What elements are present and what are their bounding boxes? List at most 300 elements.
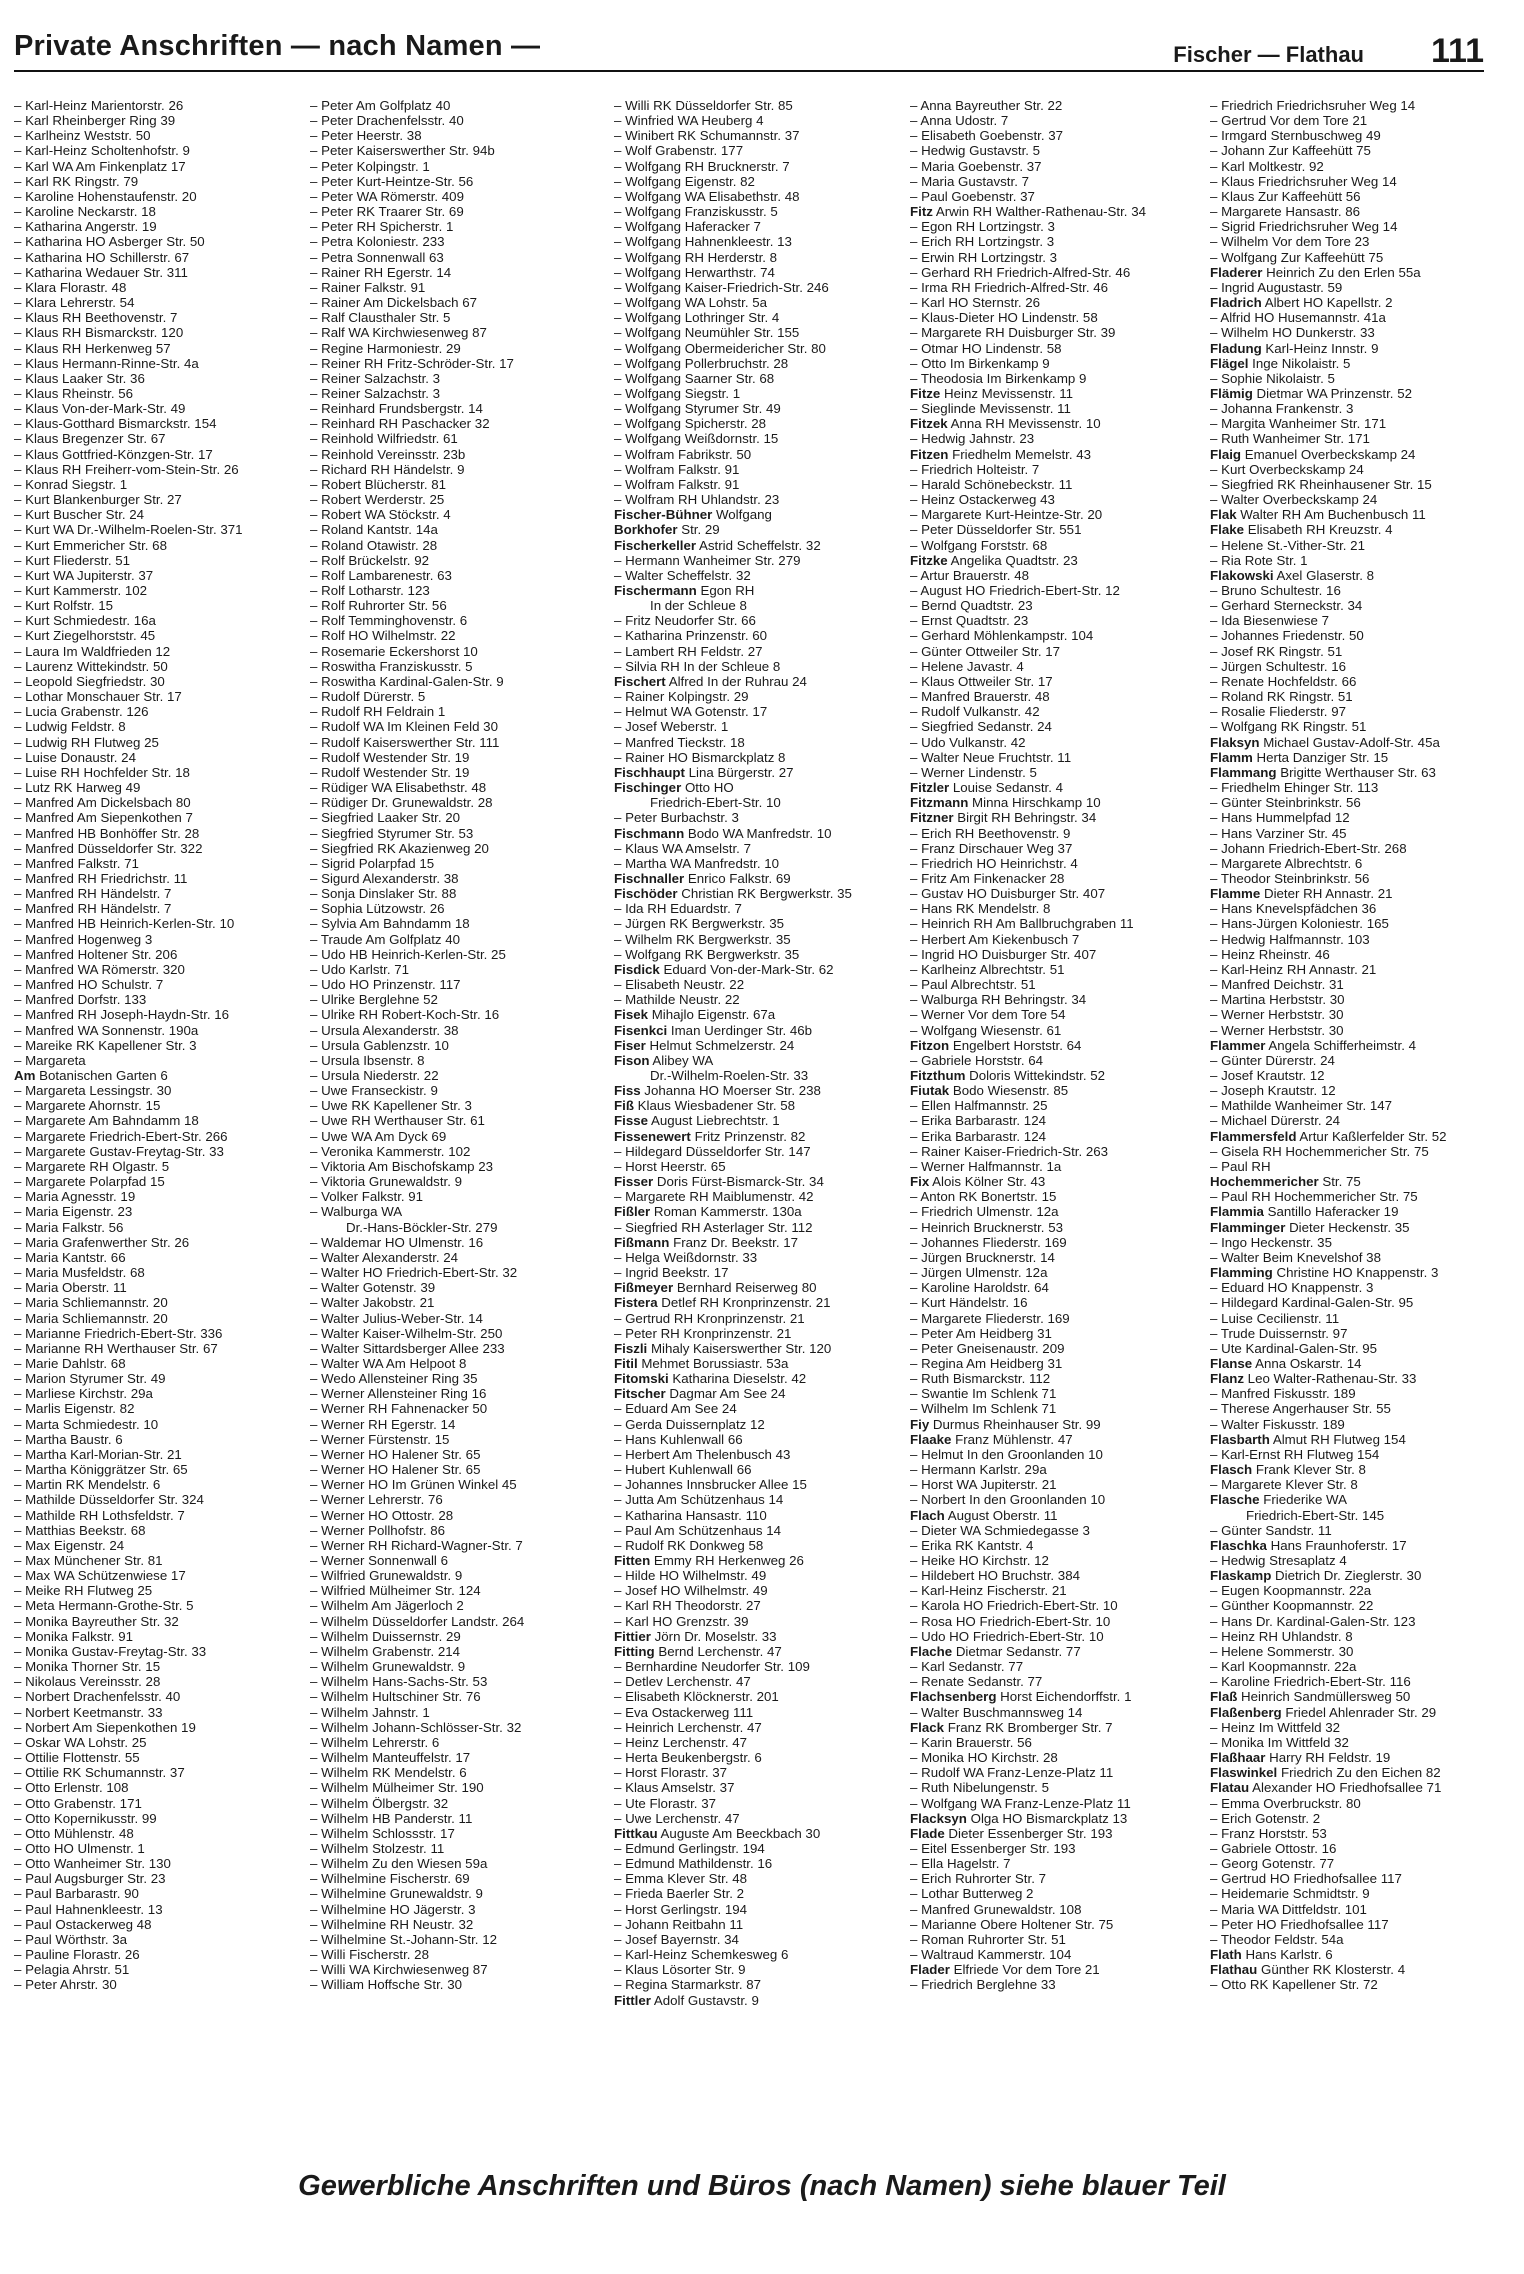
directory-entry: – Rolf Ruhrorter Str. 56 (310, 598, 447, 614)
directory-entry: – Margarete Gustav-Freytag-Str. 33 (14, 1143, 224, 1159)
directory-entry: – Uwe RH Werthauser Str. 61 (310, 1113, 485, 1129)
directory-entry: – Eduard HO Knappenstr. 3 (1210, 1280, 1374, 1296)
directory-entry: – Kurt Blankenburger Str. 27 (14, 492, 182, 508)
directory-entry: – Werner Herbststr. 30 (1210, 1007, 1344, 1023)
directory-entry: – Leopold Siegfriedstr. 30 (14, 673, 165, 689)
directory-entry: – Petra Koloniestr. 233 (310, 234, 445, 250)
directory-entry: – Hedwig Halfmannstr. 103 (1210, 931, 1370, 947)
directory-entry: – Maria Eigenstr. 23 (14, 1204, 133, 1220)
directory-entry: – Sophia Lützowstr. 26 (310, 901, 445, 917)
directory-entry: – Peter RK Traarer Str. 69 (310, 204, 464, 220)
directory-entry: – Kurt WA Jupiterstr. 37 (14, 567, 154, 583)
directory-entry: – Frieda Baerler Str. 2 (614, 1886, 745, 1902)
directory-entry: – Hermann Karlstr. 29a (910, 1462, 1047, 1478)
directory-entry: Fittier Jörn Dr. Moselstr. 33 (614, 1628, 777, 1644)
directory-entry: – Sophie Nikolaistr. 5 (1210, 370, 1335, 386)
directory-entry: – Meta Hermann-Grothe-Str. 5 (14, 1598, 194, 1614)
directory-entry: – Werner Herbststr. 30 (1210, 1022, 1344, 1038)
directory-entry: – Winfried WA Heuberg 4 (614, 113, 764, 129)
directory-entry: – Eugen Koopmannstr. 22a (1210, 1583, 1372, 1599)
directory-entry: – Otto HO Ulmenstr. 1 (14, 1840, 145, 1856)
directory-entry: – Monika Thorner Str. 15 (14, 1659, 161, 1675)
directory-entry: – Mathilde Neustr. 22 (614, 992, 740, 1008)
directory-entry: – Marta Schmiedestr. 10 (14, 1416, 159, 1432)
directory-entry: – Klara Lehrerstr. 54 (14, 295, 135, 311)
directory-entry: – Kurt WA Dr.-Wilhelm-Roelen-Str. 371 (14, 522, 243, 538)
directory-entry: – Walburga WA (310, 1204, 403, 1220)
directory-entry: – Ursula Ibsenstr. 8 (310, 1052, 425, 1068)
directory-entry: – Karl RH Theodorstr. 27 (614, 1598, 761, 1614)
directory-entry: – Max WA Schützenwiese 17 (14, 1568, 186, 1584)
directory-entry: – Wilhelm Hans-Sachs-Str. 53 (310, 1674, 488, 1690)
directory-entry: – Otto RK Kapellener Str. 72 (1210, 1977, 1378, 1993)
directory-entry: – Marianne RH Werthauser Str. 67 (14, 1340, 218, 1356)
directory-entry: – Erika Barbarastr. 124 (910, 1128, 1046, 1144)
directory-entry: – Elisabeth Neustr. 22 (614, 977, 745, 993)
directory-entry: Flaßenberg Friedel Ahlenrader Str. 29 (1210, 1704, 1437, 1720)
directory-entry: – Walter Sittardsberger Allee 233 (310, 1340, 505, 1356)
directory-entry: – Hans Dr. Kardinal-Galen-Str. 123 (1210, 1613, 1416, 1629)
directory-entry: – Manfred Am Siepenkothen 7 (14, 810, 193, 826)
directory-entry: – Ida RH Eduardstr. 7 (614, 901, 742, 917)
directory-entry: – Winibert RK Schumannstr. 37 (614, 128, 800, 144)
directory-entry: – Wilhelm Düsseldorfer Landstr. 264 (310, 1613, 525, 1629)
directory-entry: – Rosalie Fliederstr. 97 (1210, 704, 1346, 720)
directory-entry: – Ulrike Berglehne 52 (310, 992, 438, 1008)
directory-entry: – Rolf Temminghovenstr. 6 (310, 613, 468, 629)
directory-entry: – Wilhelm Im Schlenk 71 (910, 1401, 1057, 1417)
directory-entry: – Lothar Monschauer Str. 17 (14, 689, 182, 705)
directory-entry: – Otto Kopernikusstr. 99 (14, 1810, 157, 1826)
directory-entry: – Ralf WA Kirchwiesenweg 87 (310, 325, 487, 341)
directory-entry: – Hilde HO Wilhelmstr. 49 (614, 1568, 767, 1584)
directory-entry: – Robert Werderstr. 25 (310, 492, 445, 508)
directory-entry: – Maria Schliemannstr. 20 (14, 1295, 168, 1311)
directory-entry: – Walburga RH Behringstr. 34 (910, 992, 1087, 1008)
directory-entry: – Kurt Rolfstr. 15 (14, 598, 114, 614)
directory-entry: – Peter Düsseldorfer Str. 551 (910, 522, 1082, 538)
directory-entry: Flanse Anna Oskarstr. 14 (1210, 1355, 1362, 1371)
directory-entry: – Klaus RH Bismarckstr. 120 (14, 325, 184, 341)
directory-entry: – Wilhelm Grabenstr. 214 (310, 1643, 461, 1659)
directory-entry: – Karlheinz Albrechtstr. 51 (910, 961, 1065, 977)
directory-entry: – Josef Bayernstr. 34 (614, 1931, 739, 1947)
directory-entry: – Erwin RH Lortzingstr. 3 (910, 249, 1058, 265)
directory-entry: Fistera Detlef RH Kronprinzenstr. 21 (614, 1295, 831, 1311)
directory-entry: – Werner RH Fahnenacker 50 (310, 1401, 488, 1417)
directory-entry: Fisdick Eduard Von-der-Mark-Str. 62 (614, 961, 834, 977)
directory-entry: – Ursula Niederstr. 22 (310, 1068, 439, 1083)
directory-entry: – Rainer RH Egerstr. 14 (310, 264, 452, 280)
directory-entry: Fix Alois Kölner Str. 43 (910, 1174, 1046, 1190)
directory-entry: Flachsenberg Horst Eichendorffstr. 1 (910, 1689, 1132, 1705)
directory-entry: – Monika HO Kirchstr. 28 (910, 1750, 1058, 1766)
directory-entry: – Gerhard Sterneckstr. 34 (1210, 598, 1363, 614)
directory-entry: – Renate Sedanstr. 77 (910, 1674, 1043, 1690)
directory-entry: – Paul Ostackerweg 48 (14, 1916, 152, 1932)
directory-entry: Flammersfeld Artur Kaßlerfelder Str. 52 (1210, 1128, 1447, 1144)
directory-entry: – Wilfried Mülheimer Str. 124 (310, 1583, 481, 1599)
directory-column (1210, 98, 1496, 1993)
directory-entry: – Werner Lehrerstr. 76 (310, 1492, 443, 1508)
directory-entry: – Werner RH Richard-Wagner-Str. 7 (310, 1537, 523, 1553)
directory-entry: – Friedrich Berglehne 33 (910, 1977, 1056, 1993)
directory-entry: Fitzek Anna RH Mevissenstr. 10 (910, 416, 1101, 432)
directory-entry: – Klaus RH Freiherr-vom-Stein-Str. 26 (14, 461, 239, 477)
directory-entry: Fisser Doris Fürst-Bismarck-Str. 34 (614, 1174, 824, 1190)
directory-entry: – Peter Kolpingstr. 1 (310, 158, 430, 174)
directory-entry: – Wolfgang Obermeidericher Str. 80 (614, 340, 826, 356)
directory-entry: – Heinz Lerchenstr. 47 (614, 1734, 748, 1750)
directory-entry: – Swantie Im Schlenk 71 (910, 1386, 1057, 1402)
directory-entry: – Erich Ruhrorter Str. 7 (910, 1871, 1046, 1887)
directory-entry: – Theodor Feldstr. 54a (1210, 1931, 1344, 1947)
directory-entry: Fischinger Otto HO (614, 780, 734, 796)
directory-entry: – Martina Herbststr. 30 (1210, 992, 1345, 1008)
directory-entry: – Katharina HO Schillerstr. 67 (14, 249, 190, 265)
directory-entry: Flammang Brigitte Werthauser Str. 63 (1210, 764, 1436, 780)
directory-entry: – Manfred Holtener Str. 206 (14, 946, 178, 962)
directory-entry: – Paul RH Hochemmericher Str. 75 (1210, 1189, 1418, 1205)
directory-entry: – Werner Halfmannstr. 1a (910, 1158, 1062, 1174)
directory-entry: – Wilhelm Hultschiner Str. 76 (310, 1689, 481, 1705)
directory-entry: – Egon RH Lortzingstr. 3 (910, 219, 1055, 235)
directory-entry: – Rolf Brückelstr. 92 (310, 552, 429, 568)
directory-entry: – Günter Dürerstr. 24 (1210, 1052, 1335, 1068)
directory-entry: – Karl Moltkestr. 92 (1210, 158, 1324, 174)
directory-entry: Fitil Mehmet Borussiastr. 53a (614, 1355, 789, 1371)
directory-entry: – Katharina HO Asberger Str. 50 (14, 234, 205, 250)
directory-entry: – Heidemarie Schmidtstr. 9 (1210, 1886, 1370, 1902)
directory-entry: – Rudolf Kaiserswerther Str. 111 (310, 734, 500, 750)
directory-entry: – Horst WA Jupiterstr. 21 (910, 1477, 1057, 1493)
directory-entry: – Roland RK Ringstr. 51 (1210, 689, 1353, 705)
directory-entry: – Norbert Drachenfelsstr. 40 (14, 1689, 181, 1705)
directory-entry: – Uwe WA Am Dyck 69 (310, 1128, 447, 1144)
directory-entry: – Herbert Am Thelenbusch 43 (614, 1446, 791, 1462)
directory-entry: – Ludwig RH Flutweg 25 (14, 734, 159, 750)
directory-entry: – Sigrid Polarpfad 15 (310, 855, 435, 871)
directory-entry: Fiszli Mihaly Kaiserswerther Str. 120 (614, 1340, 832, 1356)
directory-entry: – Maria Grafenwerther Str. 26 (14, 1234, 190, 1250)
directory-entry: – Bruno Schultestr. 16 (1210, 583, 1341, 598)
directory-entry: – Karl HO Sternstr. 26 (910, 295, 1041, 311)
directory-column (310, 98, 596, 1993)
directory-entry: – Manfred Hogenweg 3 (14, 931, 153, 947)
directory-entry: – Roland Kantstr. 14a (310, 522, 438, 538)
directory-entry: – Pauline Florastr. 26 (14, 1947, 140, 1963)
directory-entry: – Ria Rote Str. 1 (1210, 552, 1308, 568)
directory-entry: – Wolfgang WA Franz-Lenze-Platz 11 (910, 1795, 1131, 1811)
directory-entry: – Wilhelm Ölbergstr. 32 (310, 1795, 449, 1811)
directory-entry: – Eduard Am See 24 (614, 1401, 737, 1417)
directory-entry: Flaschka Hans Fraunhoferstr. 17 (1210, 1537, 1407, 1553)
directory-entry: – Johanna Frankenstr. 3 (1210, 401, 1354, 417)
directory-entry: – Gabriele Ottostr. 16 (1210, 1840, 1337, 1856)
directory-entry: – Ingo Heckenstr. 35 (1210, 1234, 1332, 1250)
directory-entry: – Siegfried Sedanstr. 24 (910, 719, 1052, 735)
directory-entry: Fitzen Friedhelm Memelstr. 43 (910, 446, 1092, 462)
directory-entry: – Helmut In den Groonlanden 10 (910, 1446, 1103, 1462)
directory-entry: – Wilhelm Manteuffelstr. 17 (310, 1750, 471, 1766)
directory-entry: Fischermann Egon RH (614, 583, 755, 598)
directory-entry: – Otmar HO Lindenstr. 58 (910, 340, 1062, 356)
directory-entry: – Irma RH Friedrich-Alfred-Str. 46 (910, 279, 1109, 295)
directory-entry: – Rosa HO Friedrich-Ebert-Str. 10 (910, 1613, 1111, 1629)
directory-entry: – Willi Fischerstr. 28 (310, 1947, 429, 1963)
directory-entry: – Volker Falkstr. 91 (310, 1189, 424, 1205)
directory-entry: – Hans Hummelpfad 12 (1210, 810, 1350, 826)
directory-entry: – Manfred RH Händelstr. 7 (14, 886, 172, 902)
directory-entry: – Peter WA Römerstr. 409 (310, 188, 464, 204)
directory-entry: – Kurt Emmericher Str. 68 (14, 537, 167, 553)
directory-entry: Fisek Mihajlo Eigenstr. 67a (614, 1007, 776, 1023)
directory-entry: – Traude Am Golfplatz 40 (310, 931, 461, 947)
directory-entry: – Wolfram Fabrikstr. 50 (614, 446, 752, 462)
directory-entry: – Wolfgang Saarner Str. 68 (614, 370, 775, 386)
directory-entry: – Marianne Friedrich-Ebert-Str. 336 (14, 1325, 223, 1341)
directory-entry: – Udo HB Heinrich-Kerlen-Str. 25 (310, 946, 506, 962)
directory-entry: – Wilhelm Jahnstr. 1 (310, 1704, 430, 1720)
directory-entry: – Rainer HO Bismarckplatz 8 (614, 749, 786, 765)
directory-entry: – Josef Weberstr. 1 (614, 719, 729, 735)
directory-entry: – Maria Schliemannstr. 20 (14, 1310, 168, 1326)
directory-entry: – Joseph Krautstr. 12 (1210, 1083, 1336, 1099)
directory-entry: – Katharina Prinzenstr. 60 (614, 628, 768, 644)
directory-entry: – Hermann Wanheimer Str. 279 (614, 552, 801, 568)
directory-entry: – Heinz Rheinstr. 46 (1210, 946, 1330, 962)
directory-entry: – Reinhard RH Paschacker 32 (310, 416, 490, 432)
directory-entry: – Emma Klever Str. 48 (614, 1871, 748, 1887)
directory-entry: – Margarete Albrechtstr. 6 (1210, 855, 1363, 871)
directory-entry: Fitzthum Doloris Wittekindstr. 52 (910, 1068, 1106, 1083)
directory-entry: – Gertrud RH Kronprinzenstr. 21 (614, 1310, 805, 1326)
directory-entry: – Rolf HO Wilhelmstr. 22 (310, 628, 456, 644)
directory-entry: Fitz Arwin RH Walther-Rathenau-Str. 34 (910, 204, 1146, 220)
directory-entry: – Ottilie RK Schumannstr. 37 (14, 1765, 185, 1781)
directory-entry: – Elisabeth Goebenstr. 37 (910, 128, 1064, 144)
directory-entry: – Wolfram Falkstr. 91 (614, 461, 740, 477)
directory-entry: Dr.-Hans-Böckler-Str. 279 (346, 1219, 498, 1235)
directory-entry: – Manfred Falkstr. 71 (14, 855, 139, 871)
directory-entry: Flache Dietmar Sedanstr. 77 (910, 1643, 1081, 1659)
directory-entry: – Friedrich Holteistr. 7 (910, 461, 1040, 477)
directory-entry: – Klaus WA Amselstr. 7 (614, 840, 751, 856)
directory-entry: – Rolf Lambarenestr. 63 (310, 567, 452, 583)
directory-entry: – Wilhelm Stolzestr. 11 (310, 1840, 445, 1856)
directory-entry: – Josef RK Ringstr. 51 (1210, 643, 1343, 659)
directory-entry: – Werner Pollhofstr. 86 (310, 1522, 446, 1538)
directory-entry: – Lothar Butterweg 2 (910, 1886, 1034, 1902)
directory-entry: – Luise RH Hochfelder Str. 18 (14, 764, 190, 780)
directory-entry: – Klaus RH Beethovenstr. 7 (14, 310, 178, 326)
directory-entry: – Klaus-Dieter HO Lindenstr. 58 (910, 310, 1098, 326)
directory-entry: – Helga Weißdornstr. 33 (614, 1249, 758, 1265)
directory-entry: – Erich RH Lortzingstr. 3 (910, 234, 1055, 250)
directory-entry: Fiutak Bodo Wiesenstr. 85 (910, 1083, 1069, 1099)
directory-entry: – Waldemar HO Ulmenstr. 16 (310, 1234, 484, 1250)
directory-entry: – Maria Goebenstr. 37 (910, 158, 1042, 174)
directory-entry: – Marliese Kirchstr. 29a (14, 1386, 153, 1402)
directory-entry: – Erich RH Beethovenstr. 9 (910, 825, 1071, 841)
directory-entry: – Josef HO Wilhelmstr. 49 (614, 1583, 768, 1599)
directory-entry: – Matthias Beekstr. 68 (14, 1522, 146, 1538)
directory-entry: – Gerhard Möhlenkampstr. 104 (910, 628, 1094, 644)
directory-entry: – Manfred WA Römerstr. 320 (14, 961, 185, 977)
directory-entry: – Kurt Ziegelhorststr. 45 (14, 628, 156, 644)
directory-entry: – Wolfram Falkstr. 91 (614, 476, 740, 492)
directory-entry: – Petra Sonnenwall 63 (310, 249, 444, 265)
directory-entry: Fischer-Bühner Wolfgang (614, 507, 772, 523)
directory-entry: – Maria Kantstr. 66 (14, 1249, 126, 1265)
directory-entry: – Ruth Bismarckstr. 112 (910, 1371, 1051, 1387)
directory-entry: – Manfred HB Bonhöffer Str. 28 (14, 825, 200, 841)
directory-entry: – Rüdiger WA Elisabethstr. 48 (310, 780, 487, 796)
directory-entry: – Detlev Lerchenstr. 47 (614, 1674, 751, 1690)
directory-entry: Flack Franz RK Bromberger Str. 7 (910, 1719, 1113, 1735)
directory-entry: – Edmund Gerlingstr. 194 (614, 1840, 765, 1856)
directory-entry: – Otto Grabenstr. 171 (14, 1795, 142, 1811)
directory-entry: – Manfred HO Schulstr. 7 (14, 977, 164, 993)
directory-entry: – Artur Brauerstr. 48 (910, 567, 1029, 583)
directory-entry: – Marianne Obere Holtener Str. 75 (910, 1916, 1114, 1932)
directory-entry: – Sylvia Am Bahndamm 18 (310, 916, 470, 932)
directory-entry: – Friedrich Friedrichsruher Weg 14 (1210, 98, 1416, 113)
directory-entry: – Kurt Kammerstr. 102 (14, 583, 148, 598)
directory-entry: – Lutz RK Harweg 49 (14, 780, 141, 796)
directory-entry: Fißler Roman Kammerstr. 130a (614, 1204, 802, 1220)
directory-entry: – Gerda Duissernplatz 12 (614, 1416, 765, 1432)
directory-entry: – Walter Julius-Weber-Str. 14 (310, 1310, 483, 1326)
directory-entry: – Konrad Siegstr. 1 (14, 476, 128, 492)
directory-entry: Fissenewert Fritz Prinzenstr. 82 (614, 1128, 806, 1144)
directory-entry: – Wilfried Grunewaldstr. 9 (310, 1568, 463, 1584)
directory-entry: – Paul Wörthstr. 3a (14, 1931, 128, 1947)
directory-entry: – Manfred Am Dickelsbach 80 (14, 795, 191, 811)
directory-entry: Flade Dieter Essenberger Str. 193 (910, 1825, 1113, 1841)
directory-entry: – Monika Gustav-Freytag-Str. 33 (14, 1643, 207, 1659)
directory-entry: – Reinhard Frundsbergstr. 14 (310, 401, 483, 417)
directory-entry: – Fritz Neudorfer Str. 66 (614, 613, 756, 629)
directory-entry: – Walter Overbeckskamp 24 (1210, 492, 1378, 508)
directory-entry: – Otto Wanheimer Str. 130 (14, 1856, 171, 1872)
directory-entry: – Mathilde Düsseldorfer Str. 324 (14, 1492, 204, 1508)
directory-entry: Flamminger Dieter Heckenstr. 35 (1210, 1219, 1410, 1235)
directory-entry: – Ingrid Beekstr. 17 (614, 1265, 729, 1281)
directory-entry: – Günter Steinbrinkstr. 56 (1210, 795, 1361, 811)
directory-entry: Fison Alibey WA (614, 1052, 714, 1068)
directory-entry: – Walter Fiskusstr. 189 (1210, 1416, 1345, 1432)
directory-entry: – Theodor Steinbrinkstr. 56 (1210, 870, 1370, 886)
directory-entry: – Udo Karlstr. 71 (310, 961, 410, 977)
directory-entry: – Karoline Neckarstr. 18 (14, 204, 156, 220)
directory-entry: – Nikolaus Vereinsstr. 28 (14, 1674, 161, 1690)
directory-entry: – Georg Gotenstr. 77 (1210, 1856, 1335, 1872)
directory-entry: – Kurt Schmiedestr. 16a (14, 613, 156, 629)
directory-entry: – Reinhold Wilfriedstr. 61 (310, 431, 458, 447)
directory-entry: – Margarete RH Olgastr. 5 (14, 1158, 170, 1174)
directory-entry: – Michael Dürerstr. 24 (1210, 1113, 1341, 1129)
directory-entry: – Wolfgang Weißdornstr. 15 (614, 431, 779, 447)
directory-entry: – Hans Knevelspfädchen 36 (1210, 901, 1377, 917)
directory-entry: – Wolfgang Forststr. 68 (910, 537, 1048, 553)
directory-entry: – Günther Koopmannstr. 22 (1210, 1598, 1374, 1614)
directory-entry: Flathau Günther RK Klosterstr. 4 (1210, 1962, 1406, 1978)
directory-entry: – Wilhelmine Fischerstr. 69 (310, 1871, 470, 1887)
directory-entry: – Wilhelm HO Dunkerstr. 33 (1210, 325, 1375, 341)
directory-entry: – Ruth Wanheimer Str. 171 (1210, 431, 1370, 447)
directory-entry: – Horst Florastr. 37 (614, 1765, 728, 1781)
directory-entry: – Maria WA Dittfeldstr. 101 (1210, 1901, 1367, 1917)
directory-entry: – Rudolf Dürerstr. 5 (310, 689, 426, 705)
directory-entry: – Wolfgang RH Brucknerstr. 7 (614, 158, 790, 174)
directory-entry: – Margarete Friedrich-Ebert-Str. 266 (14, 1128, 228, 1144)
directory-entry: – Karl-Heinz Marientorstr. 26 (14, 98, 184, 113)
directory-entry: – Ella Hagelstr. 7 (910, 1856, 1011, 1872)
directory-entry: Flaake Franz Mühlenstr. 47 (910, 1431, 1073, 1447)
directory-entry: – Klaus Von-der-Mark-Str. 49 (14, 401, 186, 417)
directory-entry: – Roman Ruhrorter Str. 51 (910, 1931, 1066, 1947)
directory-entry: – Rainer Kaiser-Friedrich-Str. 263 (910, 1143, 1109, 1159)
directory-entry: Flaswinkel Friedrich Zu den Eichen 82 (1210, 1765, 1441, 1781)
directory-entry: – Gerhard RH Friedrich-Alfred-Str. 46 (910, 264, 1131, 280)
directory-entry: – Siegfried Laaker Str. 20 (310, 810, 461, 826)
directory-entry: – Klaus Friedrichsruher Weg 14 (1210, 173, 1397, 189)
directory-entry: Fisse August Liebrechtstr. 1 (614, 1113, 780, 1129)
directory-columns (14, 98, 1494, 2138)
directory-entry: – Anna Udostr. 7 (910, 113, 1009, 129)
directory-entry: – Ernst Quadtstr. 23 (910, 613, 1029, 629)
directory-entry: – Wolfgang RK Bergwerkstr. 35 (614, 946, 800, 962)
directory-entry: – Manfred Deichstr. 31 (1210, 977, 1344, 993)
directory-entry: Flasche Friederike WA (1210, 1492, 1347, 1508)
directory-entry: – Wolfgang Haferacker 7 (614, 219, 761, 235)
directory-entry: Fißmann Franz Dr. Beekstr. 17 (614, 1234, 798, 1250)
directory-entry: – Franz Dirschauer Weg 37 (910, 840, 1073, 856)
directory-entry: – Martha Karl-Morian-Str. 21 (14, 1446, 182, 1462)
directory-entry: – Ingrid HO Duisburger Str. 407 (910, 946, 1097, 962)
directory-entry: – Klaus Hermann-Rinne-Str. 4a (14, 355, 199, 371)
directory-entry: – Ingrid Augustastr. 59 (1210, 279, 1343, 295)
directory-entry: – William Hoffsche Str. 30 (310, 1977, 462, 1993)
directory-entry: – Walter HO Friedrich-Ebert-Str. 32 (310, 1265, 518, 1281)
directory-entry: – Werner Lindenstr. 5 (910, 764, 1037, 780)
directory-entry: Fiß Klaus Wiesbadener Str. 58 (614, 1098, 796, 1114)
directory-entry: – Peter Am Golfplatz 40 (310, 98, 451, 113)
directory-entry: – Margareta (14, 1052, 86, 1068)
directory-entry: – Viktoria Am Bischofskamp 23 (310, 1158, 494, 1174)
directory-entry: – Ute Florastr. 37 (614, 1795, 716, 1811)
directory-entry: – Luise Donaustr. 24 (14, 749, 136, 765)
directory-entry: – Werner HO Ottostr. 28 (310, 1507, 454, 1523)
directory-entry: – Regine Harmoniestr. 29 (310, 340, 461, 356)
directory-entry: – Marion Styrumer Str. 49 (14, 1371, 166, 1387)
directory-entry: – Wolfgang Eigenstr. 82 (614, 173, 755, 189)
directory-entry: – Johann Reitbahn 11 (614, 1916, 744, 1932)
directory-entry: – Viktoria Grunewaldstr. 9 (310, 1174, 463, 1190)
directory-column (14, 98, 300, 1993)
directory-entry: Fischert Alfred In der Ruhrau 24 (614, 673, 807, 689)
directory-entry: – Martha Baustr. 6 (14, 1431, 123, 1447)
directory-entry: Flammer Angela Schifferheimstr. 4 (1210, 1037, 1416, 1053)
directory-entry: – Eva Ostackerweg 111 (614, 1704, 754, 1720)
directory-entry: – Reiner RH Fritz-Schröder-Str. 17 (310, 355, 514, 371)
directory-entry: – Walter Alexanderstr. 24 (310, 1249, 459, 1265)
directory-entry: – Robert WA Stöckstr. 4 (310, 507, 451, 523)
directory-entry: – Richard RH Händelstr. 9 (310, 461, 465, 477)
directory-entry: – Laura Im Waldfrieden 12 (14, 643, 171, 659)
directory-entry: – Johannes Friedenstr. 50 (1210, 628, 1364, 644)
